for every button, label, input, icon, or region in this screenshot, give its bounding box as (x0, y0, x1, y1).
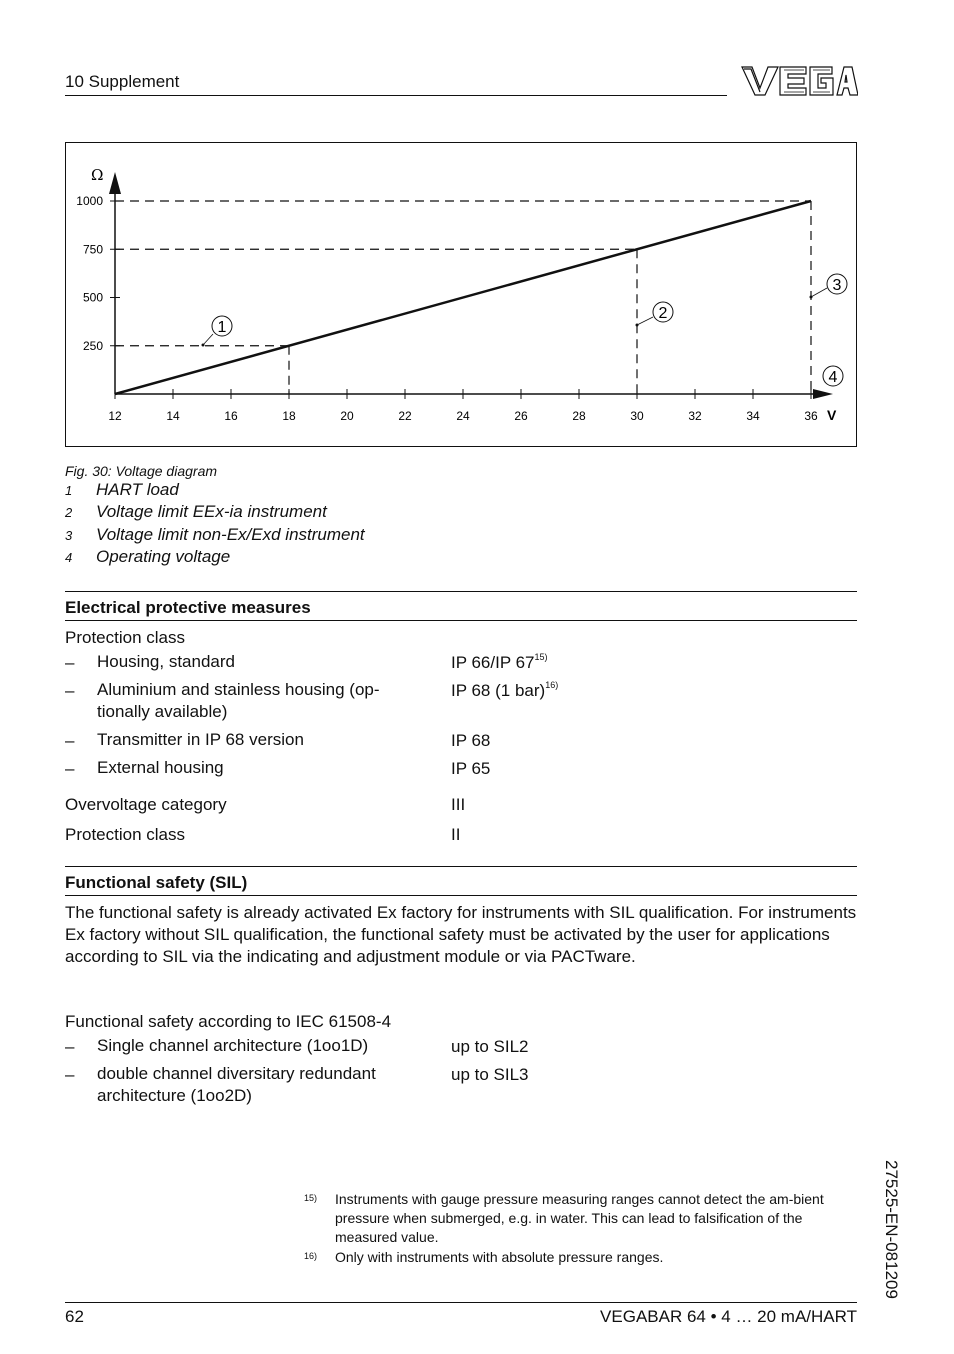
overvoltage-label: Overvoltage category (65, 795, 227, 814)
spec-label: Transmitter in IP 68 version (97, 730, 304, 749)
protection-class2-label: Protection class (65, 825, 185, 844)
spec-label: Housing, standard (97, 652, 235, 671)
marker-2: 2 (658, 305, 668, 322)
callout-3 (810, 274, 848, 299)
y-unit-label: Ω (91, 166, 104, 184)
y-tick-label: 500 (82, 290, 103, 305)
footer-rule (65, 1302, 857, 1303)
footnote-ref: 16) (545, 680, 559, 690)
x-tick-label: 12 (108, 409, 122, 423)
y-tick-label: 1000 (76, 194, 103, 208)
spec-value: IP 66/IP 67$^{15)}$ (451, 652, 548, 672)
x-unit-label: V (827, 407, 837, 423)
figure-caption: Fig. 30: Voltage diagram (65, 463, 218, 479)
callout-1 (202, 316, 233, 347)
x-tick-label: 16 (224, 409, 238, 423)
legend-item: 3 Voltage limit non-Ex/Exd instrument (65, 525, 365, 544)
y-tick-label: 750 (82, 242, 103, 257)
spec-label: External housing (97, 758, 224, 777)
sil-standard-label: Functional safety according to IEC 61508-4 (65, 1012, 392, 1031)
dash: – (65, 1065, 75, 1084)
y-tick-label: 250 (82, 338, 103, 353)
callout-2 (636, 302, 674, 327)
marker-1: 1 (217, 319, 227, 336)
section-rule (65, 895, 857, 896)
spec-value: IP 68 (1 bar)$^{16)}$ (451, 680, 559, 700)
sil-item-label: double channel diversitary redundant architecture (1oo2D) (97, 1064, 376, 1105)
x-tick-label: 20 (340, 409, 354, 423)
x-tick-label: 34 (746, 409, 760, 423)
x-tick-label: 18 (282, 409, 296, 423)
sil-item-value: up to SIL3 (451, 1065, 529, 1084)
dash: – (65, 731, 75, 750)
section-rule (65, 620, 857, 621)
section-header: 10 Supplement (65, 72, 180, 91)
vega-logo (740, 64, 858, 98)
sil-item-label: Single channel architecture (1oo1D) (97, 1036, 369, 1055)
sil-paragraph: The functional safety is already activated Ex factory for instruments with SIL qualification. For instruments Ex factory without SIL qualification, the functional safety must be activated by the user for applications according to SIL via the indicating and adjustment module or via PACTware. (65, 903, 857, 966)
marker-3: 3 (832, 277, 842, 294)
x-tick-label: 14 (166, 409, 180, 423)
footnote-text: Instruments with gauge pressure measuring ranges cannot detect the am-bient pressure when submerged, e.g. in water. This can lead to falsification of the measured value. (335, 1191, 824, 1245)
voltage-diagram (65, 142, 857, 447)
spec-label: Aluminium and stainless housing (op-tionally available) (97, 680, 380, 721)
sil-item-value: up to SIL2 (451, 1037, 529, 1056)
x-tick-label: 24 (456, 409, 470, 423)
hart-load-line (115, 201, 811, 394)
x-tick-label: 28 (572, 409, 586, 423)
legend-item: 2 Voltage limit EEx-ia instrument (65, 502, 327, 521)
section-rule (65, 591, 857, 592)
legend-item: 4 Operating voltage (65, 547, 231, 566)
sil-section-title: Functional safety (SIL) (65, 873, 248, 892)
marker-4: 4 (828, 369, 838, 386)
x-tick-label: 32 (688, 409, 702, 423)
dash: – (65, 1037, 75, 1056)
x-axis-arrow (813, 389, 833, 399)
legend-item: 1 HART load (65, 480, 179, 499)
x-tick-label: 26 (514, 409, 528, 423)
y-axis-arrow (109, 172, 121, 194)
x-tick-label: 30 (630, 409, 644, 423)
overvoltage-value: III (451, 795, 466, 814)
section-rule (65, 866, 857, 867)
spec-value: IP 65 (451, 759, 491, 778)
header-rule (65, 95, 727, 96)
page-number: 62 (65, 1307, 84, 1326)
electrical-section-title: Electrical protective measures (65, 598, 311, 617)
x-tick-label: 22 (398, 409, 412, 423)
footnote-number: 16) (304, 1251, 318, 1261)
dash: – (65, 759, 75, 778)
footnote-text: Only with instruments with absolute pressure ranges. (335, 1249, 664, 1265)
dash: – (65, 653, 75, 672)
callout-4 (823, 366, 843, 386)
spec-value: IP 68 (451, 731, 491, 750)
footnote-number: 15) (304, 1193, 318, 1203)
protection-class2-value: II (451, 825, 461, 844)
document-code: 27525-EN-081209 (882, 1160, 901, 1299)
dash: – (65, 681, 75, 700)
protection-class-label: Protection class (65, 628, 185, 647)
footnote-ref: 15) (534, 652, 548, 662)
product-name: VEGABAR 64 • 4 … 20 mA/HART (600, 1307, 857, 1326)
x-tick-label: 36 (804, 409, 818, 423)
